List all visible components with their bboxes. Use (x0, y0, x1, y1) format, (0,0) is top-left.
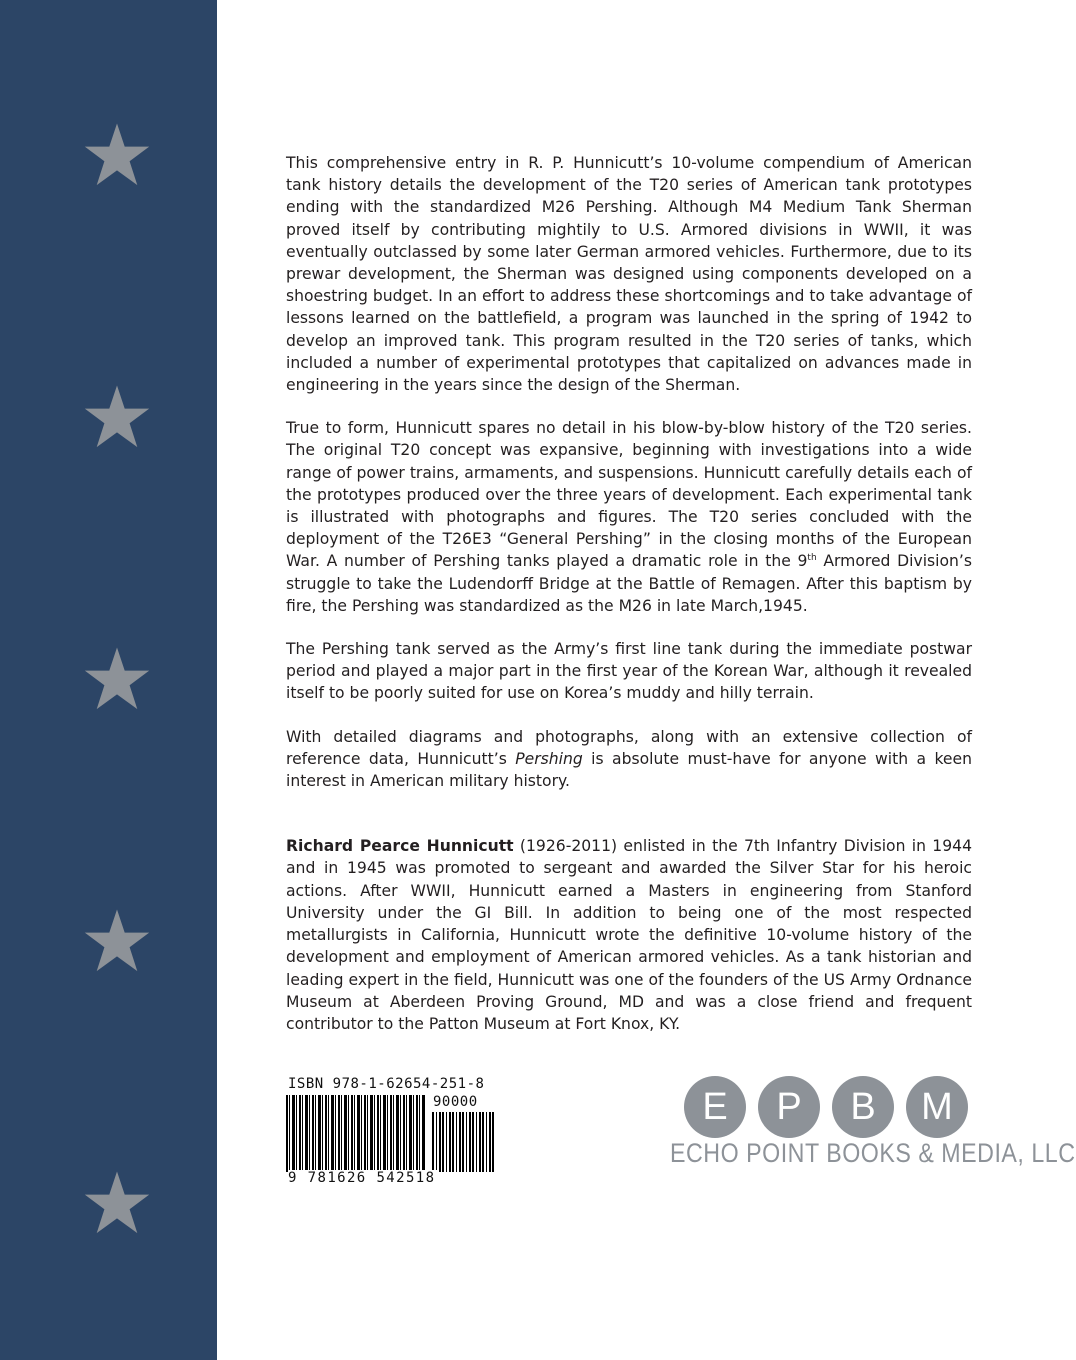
isbn-label: ISBN 978-1-62654-251-8 (288, 1076, 485, 1092)
star-icon (82, 382, 152, 452)
logo-circle-b: B (832, 1076, 894, 1138)
description-paragraph-2-part-2: Armored Division’s struggle to take the Ludendorff Bridge at the Battle of Remagen. After this baptism by fire, the Pershing was standardized as the M26 in late March,1945. (286, 552, 972, 615)
description-paragraph-4-part-2: is absolute must-have for anyone with a keen interest in American military history. (286, 749, 972, 791)
price-code: 90000 (433, 1094, 478, 1110)
description-paragraph-2-part-1: True to form, Hunnicutt spares no detail in his blow-by-blow history of the T20 series. The original T20 concept was expansive, beginning with investigations into a wide range of power trains, armaments, and suspensions. Hunnicutt carefully details each of the prototypes produced over the three years of development. Each experimental tank is illustrated with photographs and figures. The T20 series concluded with the deployment of the T26E3 “General Pershing” in the closing months of the European War. A number of Pershing tanks played a dramatic role in the 9 (286, 419, 972, 571)
ordinal-suffix: th (807, 553, 817, 564)
author-bio-text: (1926-2011) enlisted in the 7th Infantry Division in 1944 and in 1945 was promoted to sergeant and awarded the Silver Star for his heroic actions. After WWII, Hunnicutt earned a Masters in engineering from Stanford University under the GI Bill. In addition to being one of the most respected metallurgists in California, Hunnicutt wrote the definitive 10-volume history of the development and employment of American armored vehicles. As a tank historian and leading expert in the field, Hunnicutt was one of the founders of the US Army Ordnance Museum at Aberdeen Proving Ground, MD and was a close friend and frequent contributor to the Patton Museum at Fort Knox, KY. (286, 837, 972, 1033)
logo-circle-m: M (906, 1076, 968, 1138)
description-paragraph-2 (286, 417, 972, 617)
publisher-name: ECHO POINT BOOKS & MEDIA, LLC (670, 1138, 1076, 1168)
cover-side-stripe (0, 0, 217, 1360)
author-name: Richard Pearce Hunnicutt (286, 837, 514, 856)
author-bio (286, 835, 972, 1035)
description-paragraph-4-part-1: With detailed diagrams and photographs, along with an extensive collection of reference data, Hunnicutt’s (286, 727, 972, 768)
barcode-bars (286, 1095, 426, 1172)
book-title-italic: Pershing (515, 749, 583, 768)
back-cover-text (286, 152, 972, 1056)
description-paragraph-3: The Pershing tank served as the Army’s first line tank during the immediate postwar period and played a major part in the first year of the Korean War, although it revealed itself to be poorly suited for use on Korea’s muddy and hilly terrain. (286, 640, 972, 703)
logo-circle-e: E (684, 1076, 746, 1138)
barcode-addon-bars (432, 1112, 496, 1172)
ean-digits: 9 781626 542518 (288, 1170, 436, 1186)
star-icon (82, 644, 152, 714)
logo-circle-p: P (758, 1076, 820, 1138)
description-paragraph-1: This comprehensive entry in R. P. Hunnicutt’s 10-volume compendium of American tank history details the development of the T20 series of American tank prototypes ending with the standardized M26 Pershing. Although M4 Medium Tank Sherman proved itself by contributing mightily to U.S. Armored divisions in WWII, it was eventually outclassed by some later German armored vehicles. Furthermore, due to its prewar development, the Sherman was designed using components developed on a shoestring budget. In an effort to address these shortcomings and to take advantage of lessons learned on the battlefield, a program was launched in the spring of 1942 to develop an improved tank. This program resulted in the T20 series of tanks, which included a number of experimental prototypes that capitalized on advances made in engineering in the years since the design of the Sherman. (286, 154, 972, 395)
star-icon (82, 1168, 152, 1238)
star-icon (82, 906, 152, 976)
publisher-logo (670, 1076, 1076, 1176)
description-paragraph-4 (286, 726, 972, 793)
star-icon (82, 120, 152, 190)
isbn-barcode (286, 1076, 496, 1188)
